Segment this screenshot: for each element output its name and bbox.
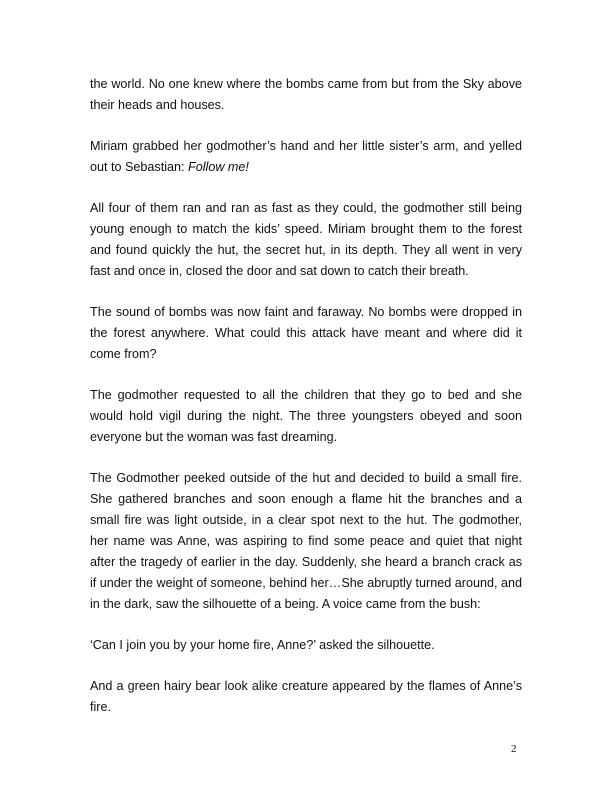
page-body	[90, 74, 522, 718]
page-number: 2	[511, 743, 517, 755]
paragraph-bombs-faint: The sound of bombs was now faint and faraway. No bombs were dropped in the forest anywhere. What could this attack have meant and where did it come from?	[90, 305, 522, 361]
paragraph-opening: the world. No one knew where the bombs came from but from the Sky above their heads and houses.	[90, 77, 522, 112]
paragraph-running: All four of them ran and ran as fast as they could, the godmother still being young enough to match the kids’ speed. Miriam brought them to the forest and found quickly the hut, the secret hut, in its depth. They all went in very fast and once in, closed the door and sat down to catch their breath.	[90, 201, 522, 278]
follow-me-italic: Follow me!	[188, 160, 249, 174]
paragraph-bedtime: The godmother requested to all the children that they go to bed and she would hold vigil during the night. The three youngsters obeyed and soon everyone but the woman was fast dreaming.	[90, 388, 522, 444]
paragraph-miriam-grabbed	[90, 136, 522, 178]
paragraph-fire: The Godmother peeked outside of the hut and decided to build a small fire. She gathered branches and soon enough a flame hit the branches and a small fire was light outside, in a clear spot next to the hut. The godmother, her name was Anne, was aspiring to find some peace and quiet that night after the tragedy of earlier in the day. Suddenly, she heard a branch crack as if under the weight of someone, behind her…She abruptly turned around, and in the dark, saw the silhouette of a being. A voice came from the bush:	[90, 471, 522, 611]
paragraph-silhouette-question: ‘Can I join you by your home fire, Anne?’ asked the silhouette.	[90, 638, 435, 652]
paragraph-miriam-text: Miriam grabbed her godmother’s hand and her little sister’s arm, and yelled out to Sebastian:	[90, 139, 522, 174]
paragraph-creature-appears: And a green hairy bear look alike creature appeared by the flames of Anne’s fire.	[90, 679, 522, 714]
